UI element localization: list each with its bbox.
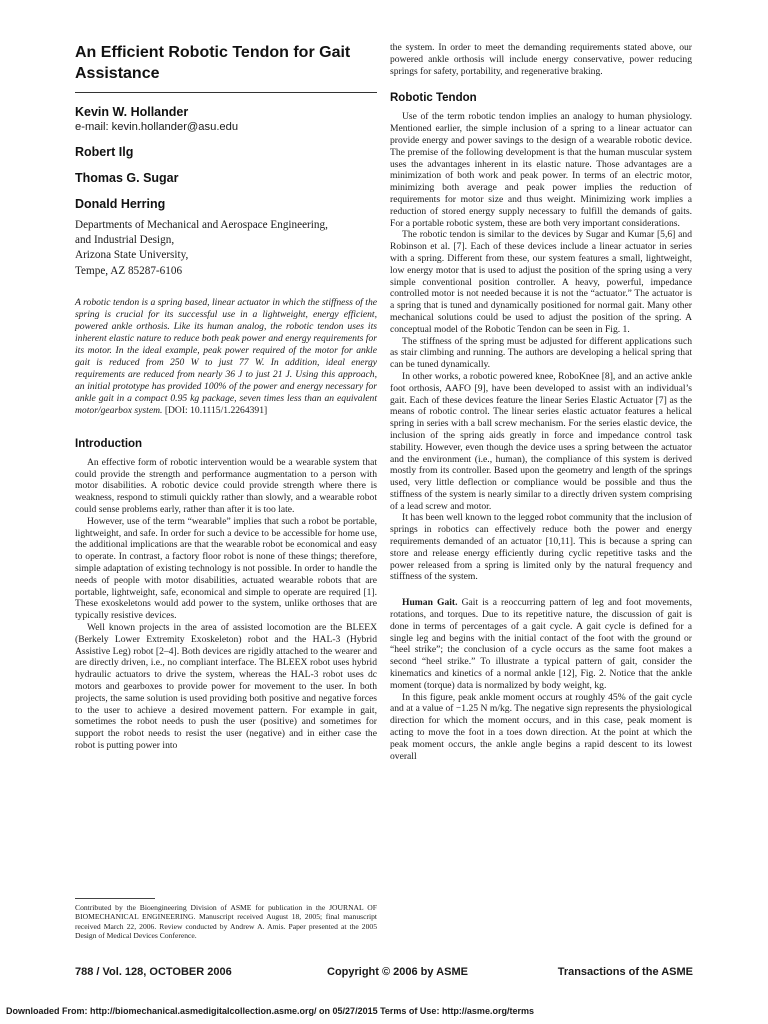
affiliation: [75, 218, 377, 279]
right-column: [390, 42, 692, 762]
author-name: Robert Ilg: [75, 145, 134, 159]
paper-title: An Efficient Robotic Tendon for Gait Assistance: [75, 44, 351, 82]
section-heading-introduction: Introduction: [75, 437, 143, 450]
author-name: Thomas G. Sugar: [75, 171, 179, 185]
author-name: Kevin W. Hollander: [75, 105, 189, 119]
abstract-text: A robotic tendon is a spring based, linear actuator in which the stiffness of the spring is crucial for its successful use in a lightweight, energy efficient, powered ankle orthosis. Like its human analog, the robotic tendon uses its inherent elastic nature to reduce both peak power and energy requirements for its motor. In the ideal example, peak power required of the motor for ankle gait is reduced from 250 W to just 77 W. In addition, ideal energy requirements are reduced from nearly 36 J to just 21 J. Using this approach, an initial prototype has provided 100% of the power and energy necessary for ankle gait in a compact 0.95 kg package, seven times less than an equivalent motor/gearbox system.: [75, 296, 377, 416]
author-email: e-mail: kevin.hollander@asu.edu: [75, 121, 239, 133]
abstract: [75, 297, 377, 417]
paragraph: An effective form of robotic intervention would be a wearable system that could provide the strength and performance augmentation to a person with motor disabilities. A robotic device could provide strength where there is weakness, respond to stimuli quickly rather than slowly, and a wearable robot could sense problems early, rather than after it is too late.: [75, 456, 377, 515]
affiliation-line: and Industrial Design,: [75, 234, 175, 247]
paragraph: In this figure, peak ankle moment occurs at roughly 45% of the gait cycle and at a value of −1.25 N m/kg. The negative sign represents the physiological direction for which the moment occurs, and in this case, peak moment is acting to move the foot in a toes down direction. At the point at which the peak moment occurs, the ankle angle begins a rapid descent to its lowest overall: [390, 691, 692, 762]
affiliation-line: Departments of Mechanical and Aerospace Engineering,: [75, 219, 328, 231]
affiliation-line: Arizona State University,: [75, 249, 189, 262]
paragraph: Well known projects in the area of assisted locomotion are the BLEEX (Berkely Lower Extremity Exoskeleton) robot and the HAL-3 (Hybrid Assistive Leg) robot [2–4]. Both devices are rigidly attached to the wearer and are directly driven, i.e., no compliant interface. The BLEEX robot uses hybrid hydraulic actuators to drive the system, whereas the HAL-3 robot uses dc motors and gearboxes to provide power for movement to the user. In both projects, the same solution is used providing both positive and negative forces to the user to achieve a desired movement pattern. For example in gait, sometimes the robot needs to push the user (positive) and sometimes for support the robot needs to resist the user (negative) and in either case the robot is putting power into: [75, 621, 377, 751]
left-column: [75, 42, 377, 752]
section-heading-robotic-tendon: Robotic Tendon: [390, 92, 477, 105]
paragraph-with-runin: [390, 597, 692, 691]
title-rule: [75, 92, 377, 93]
affiliation-line: Tempe, AZ 85287-6106: [75, 264, 183, 277]
introduction-body: [75, 457, 377, 752]
paragraph: The robotic tendon is similar to the devices by Sugar and Kumar [5,6] and Robinson et al. [7]. Each of these devices include a linear actuator in series with a spring. Different from these, our system features a small, lightweight, low energy motor that is used to adjust the position of the spring using a very simple conventional position controller. A heavy, powerful, impedance controlled motor is not needed because it is not the “actuator.” The actuator is a spring that is tuned and dynamically positioned for normal gait. Many other mechanical solutions could be used to adjust the position of the spring. A conceptual model of the Robotic Tendon can be seen in Fig. 1.: [390, 229, 692, 335]
subsection-runin-human-gait: Human Gait.: [402, 597, 458, 609]
paragraph: Use of the term robotic tendon implies an analogy to human physiology. Mentioned earlier, the simple inclusion of a spring to a linear actuator can provide energy and power savings to the design of a wearable robotic device. The premise of the following development is that the human muscular system uses the advantages inherent in its elastic nature. Those advantages are a minimization of both work and peak power. In terms of an electric motor, minimizing both average and peak power implies the reduction of requirements for motor size and thus weight. Minimizing work implies a reduction of stored energy supply necessary to fulfill the demands of gaits. For a portable robotic system, these are both very important considerations.: [390, 111, 692, 229]
paragraph: It has been well known to the legged robot community that the inclusion of springs in robotics can effectively reduce both the power and energy requirements demanded of an actuator [10,11]. This is because a spring can store and release energy efficiently during cyclic repetitive tasks and the power released from a spring is limited only by the natural frequency and stiffness of the system.: [390, 512, 692, 583]
right-column-body: [390, 42, 692, 77]
paragraph: In other works, a robotic powered knee, RoboKnee [8], and an active ankle foot orthosis, AAFO [9], have been developed to assist with an individual’s gait. Each of these devices feature the linear Series Elastic Actuator [7] as the means of robotic control. The linear series elastic actuator features a helical spring in series with a ball screw mechanism. For the series elastic device, the inclusion of the spring aids greatly in force and impedance control task stability. However, even though the device uses a spring between the actuator and the environment (i.e., human), the compliance of this system is derived mostly from its controller. Based upon the geometry and length of the springs used, very little deflection or compliance would be possible and thus the stiffness of the system is nearly similar to a directly driven system comprising of a lead screw and motor.: [390, 370, 692, 512]
paragraph: However, use of the term “wearable” implies that such a robot be portable, lightweight, and safe. In order for such a device to be accessible for home use, the additional implications are that the wearable robot be economical and easy to operate. In contrast, a factory floor robot is none of these things; therefore, simple adaptation of existing technology is not possible. In order to handle the needs of people with motor disabilities, actuated wearable robots that are portable, lightweight, safe, economical and simple to operate are required [1]. These exoskeletons would add power to the system, unlike orthoses that are typically resistive devices.: [75, 515, 377, 622]
page-number-volume: 788 / Vol. 128, OCTOBER 2006: [75, 966, 232, 978]
human-gait-body: [390, 597, 692, 762]
author-name: Donald Herring: [75, 197, 166, 211]
download-notice: Downloaded From: http://biomechanical.asmedigitalcollection.asme.org/ on 05/27/2015 Terms of Use: http://asme.org/terms: [6, 1006, 534, 1016]
copyright: Copyright © 2006 by ASME: [327, 966, 468, 978]
page-footer: [75, 966, 693, 980]
footnote: Contributed by the Bioengineering Division of ASME for publication in the JOURNAL OF BIOMECHANICAL ENGINEERING. Manuscript received August 18, 2005; final manuscript received March 22, 2006. Review conducted by Andrew A. Amis. Paper presented at the 2005 Design of Medical Devices Conference.: [75, 898, 377, 941]
doi: [DOI: 10.1115/1.2264391]: [164, 404, 268, 416]
robotic-tendon-body: [390, 111, 692, 583]
journal-name: Transactions of the ASME: [557, 966, 693, 978]
paragraph-text: Gait is a reoccurring pattern of leg and foot movements, rotations, and torques. Due to its repetitive nature, the discussion of gait is done in terms of percentages of a gait cycle. A gait cycle is defined for a single leg and begins with the initial contact of the foot with the ground or “heel strike”; the conclusion of a cycle occurs as the same foot makes a second “heel strike.” To illustrate a typical pattern of gait, consider the kinematics and kinetics of a normal ankle [12], Fig. 2. Notice that the ankle moment (torque) data is normalized by body weight, kg.: [390, 597, 693, 691]
paragraph-continued: the system. In order to meet the demanding requirements stated above, our powered ankle orthosis will include energy conservative, power reducing springs for safety, portability, and regenerative braking.: [390, 42, 692, 77]
paragraph: The stiffness of the spring must be adjusted for different applications such as stair climbing and running. The authors are developing a helical spring that can be tuned dynamically.: [390, 335, 692, 371]
